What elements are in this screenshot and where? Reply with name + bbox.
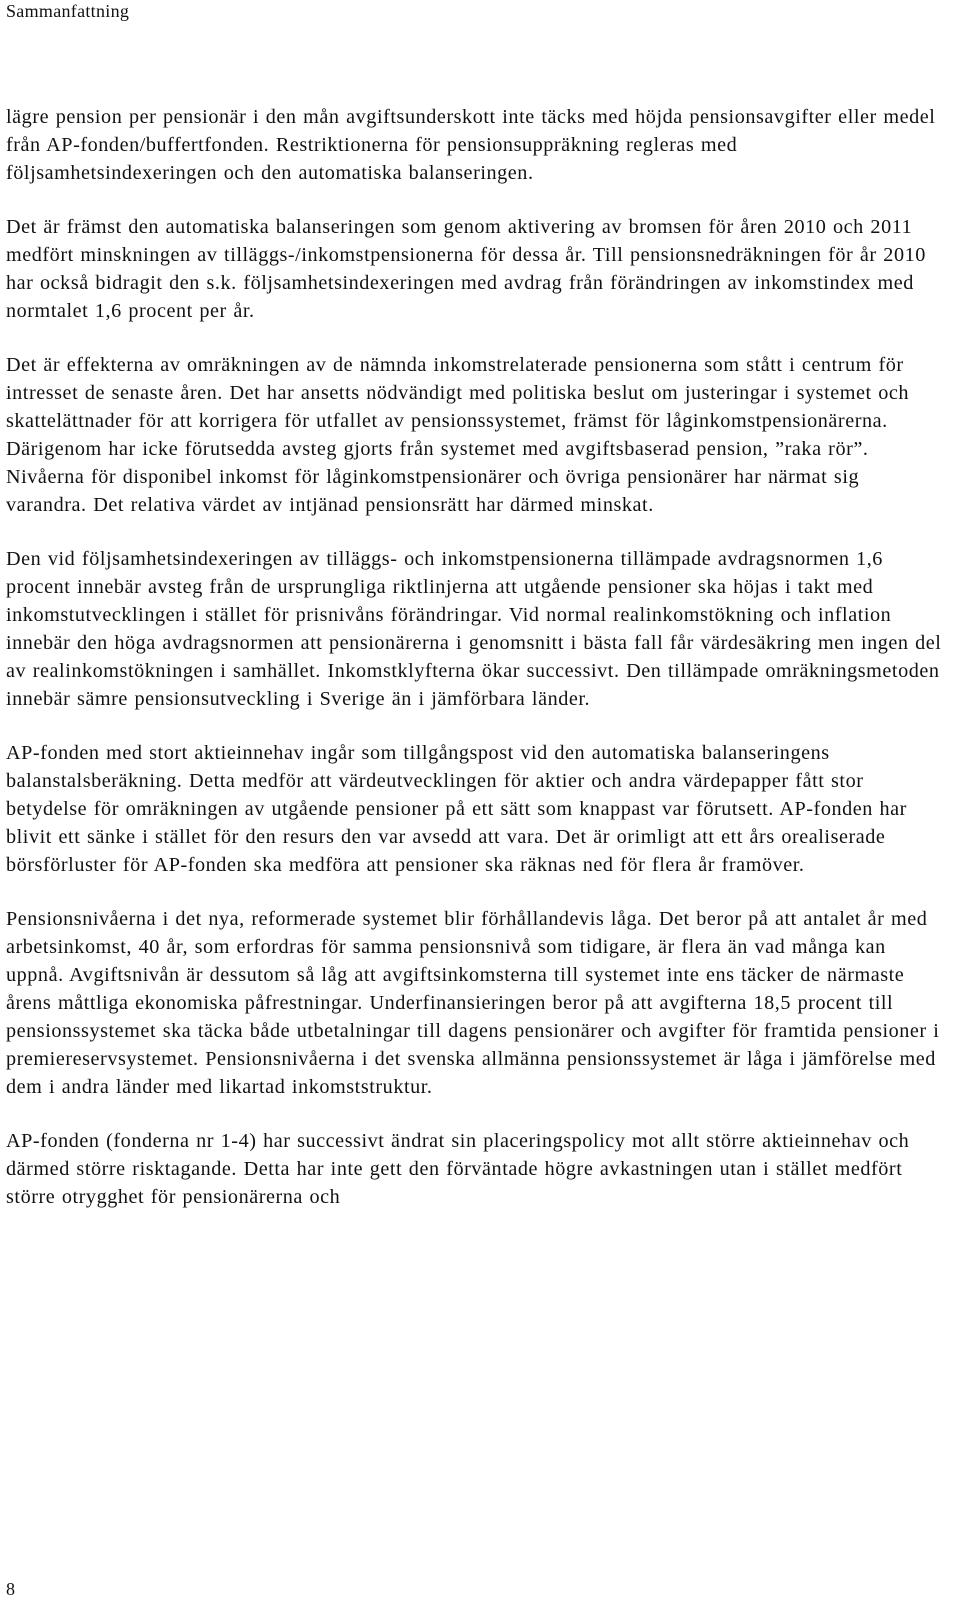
body-text (6, 103, 946, 1237)
paragraph-4: Den vid följsamhetsindexeringen av tilläggs- och inkomstpensionerna tillämpade avdragsnormen 1,6 procent innebär avsteg från de ursprungliga riktlinjerna att utgående pensioner ska höjas i takt med inkomstutvecklingen i stället för prisnivåns förändringar. Vid normal realinkomstökning och inflation innebär den höga avdragsnormen att pensionärerna i genomsnitt i bästa fall får värdesäkring men ingen del av realinkomstökningen i samhället. Inkomstklyfterna ökar successivt. Den tillämpade omräkningsmetoden innebär sämre pensionsutveckling i Sverige än i jämförbara länder. (6, 548, 942, 710)
paragraph-7: AP-fonden (fonderna nr 1-4) har successivt ändrat sin placeringspolicy mot allt större aktieinnehav och därmed större risktagande. Detta har inte gett den förväntade högre avkastningen utan i stället medfört större otrygghet för pensionärerna och (6, 1130, 910, 1208)
paragraph-1: lägre pension per pensionär i den mån avgiftsunderskott inte täcks med höjda pensionsavgifter eller medel från AP-fonden/buffertfonden. Restriktionerna för pensionsuppräkning regleras med följsamhetsindexeringen och den automatiska balanseringen. (6, 106, 936, 184)
page-number: 8 (6, 1579, 15, 1599)
running-header: Sammanfattning (6, 1, 130, 21)
paragraph-6: Pensionsnivåerna i det nya, reformerade systemet blir förhållandevis låga. Det beror på att antalet år med arbetsinkomst, 40 år, som erfordras för samma pensionsnivå som tidigare, är flera än vad många kan uppnå. Avgiftsnivån är dessutom så låg att avgiftsinkomsterna till systemet inte ens täcker de närmaste årens måttliga ekonomiska påfrestningar. Underfinansieringen beror på att avgifterna 18,5 procent till pensionssystemet ska täcka både utbetalningar till dagens pensionärer och avgifter för framtida pensioner i premiereservsystemet. Pensionsnivåerna i det svenska allmänna pensionssystemet är låga i jämförelse med dem i andra länder med likartad inkomststruktur. (6, 908, 940, 1098)
paragraph-2: Det är främst den automatiska balanseringen som genom aktivering av bromsen för åren 2010 och 2011 medfört minskningen av tilläggs-/inkomstpensionerna för dessa år. Till pensionsnedräkningen för år 2010 har också bidragit den s.k. följsamhetsindexeringen med avdrag från förändringen av inkomstindex med normtalet 1,6 procent per år. (6, 216, 926, 322)
paragraph-3: Det är effekterna av omräkningen av de nämnda inkomstrelaterade pensionerna som stått i centrum för intresset de senaste åren. Det har ansetts nödvändigt med politiska beslut om justeringar i systemet och skattelättnader för att korrigera för utfallet av pensionssystemet, främst för låginkomstpensionärerna. Därigenom har icke förutsedda avsteg gjorts från systemet med avgiftsbaserad pension, ”raka rör”. Nivåerna för disponibel inkomst för låginkomstpensionärer och övriga pensionärer har närmat sig varandra. Det relativa värdet av intjänad pensionsrätt har därmed minskat. (6, 354, 910, 516)
paragraph-5: AP-fonden med stort aktieinnehav ingår som tillgångspost vid den automatiska balanseringens balanstalsberäkning. Detta medför att värdeutvecklingen för aktier och andra värdepapper fått stor betydelse för omräkningen av utgående pensioner på ett sätt som knappast var förutsett. AP-fonden har blivit ett sänke i stället för den resurs den var avsedd att vara. Det är orimligt att ett års orealiserade börsförluster för AP-fonden ska medföra att pensioner ska räknas ned för flera år framöver. (6, 742, 907, 876)
